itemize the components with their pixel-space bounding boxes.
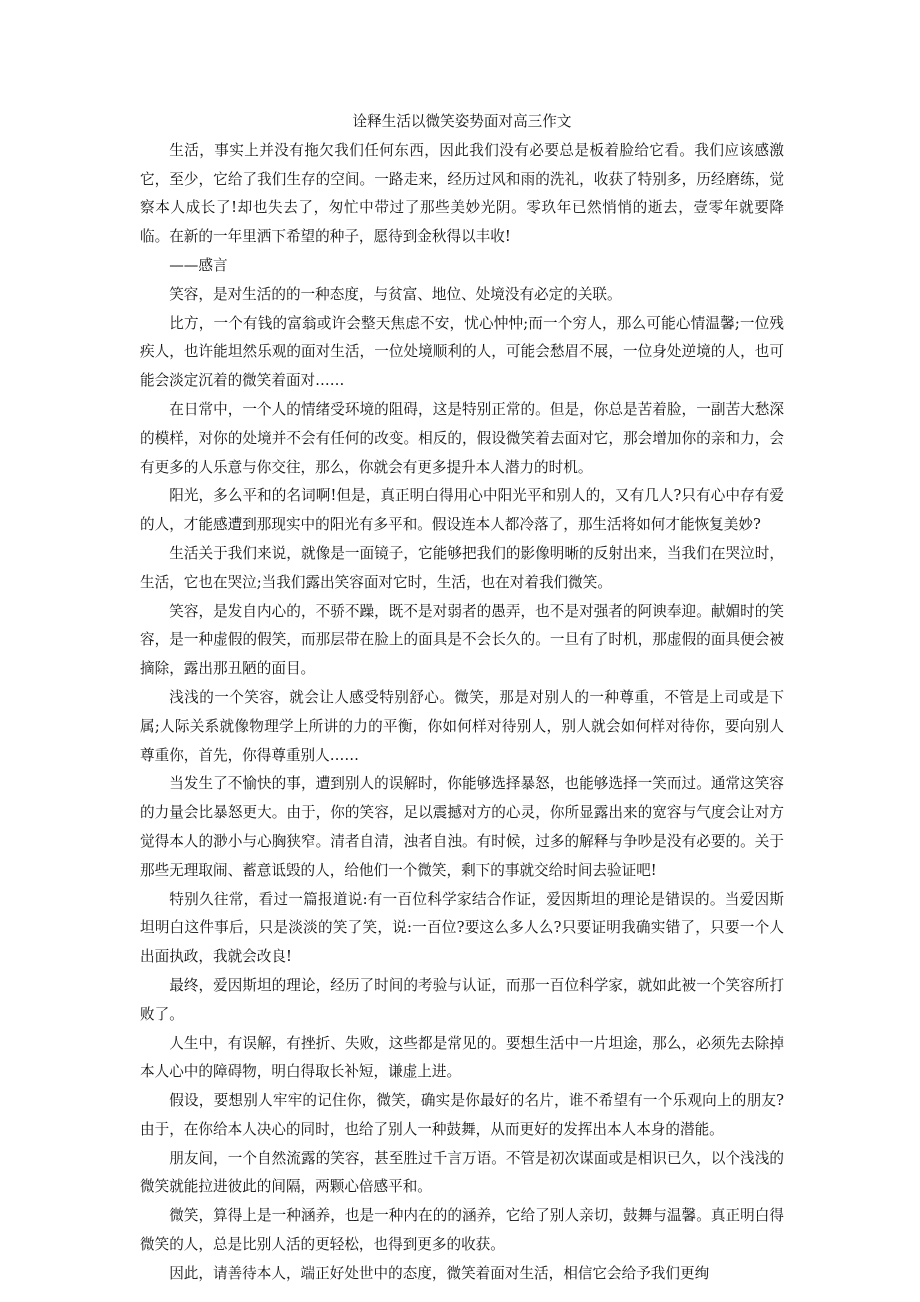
paragraph: 因此，请善待本人，端正好处世中的态度，微笑着面对生活，相信它会给予我们更绚 — [169, 1264, 710, 1282]
paragraph: 比方，一个有钱的富翁或许会整天焦虑不安，忧心忡忡;而一个穷人，那么可能心情温馨;一位残疾人，也许能坦然乐观的面对生活，一位处境顺利的人，可能会愁眉不展，一位身处逆境的人，也可能会淡定沉着的微笑着面对…… — [140, 314, 784, 390]
paragraph: 笑容，是发自内心的，不骄不躁，既不是对弱者的愚弄，也不是对强者的阿谀奉迎。献媚时的笑容，是一种虚假的假笑，而那层带在脸上的面具是不会长久的。一旦有了时机，那虚假的面具便会被摘除，露出那丑陋的面目。 — [140, 602, 784, 678]
paragraph: 生活关于我们来说，就像是一面镜子，它能够把我们的影像明晰的反射出来，当我们在哭泣时，生活，它也在哭泣;当我们露出笑容面对它时，生活，也在对着我们微笑。 — [140, 544, 784, 591]
paragraph: 笑容，是对生活的的一种态度，与贫富、地位、处境没有必定的关联。 — [169, 285, 622, 303]
paragraph: 朋友间，一个自然流露的笑容，甚至胜过千言万语。不管是初次谋面或是相识已久，以个浅浅的微笑就能拉进彼此的间隔，两颗心倍感平和。 — [140, 1149, 784, 1196]
paragraph: 在日常中，一个人的情绪受环境的阻碍，这是特别正常的。但是，你总是苦着脸，一副苦大愁深的模样，对你的处境并不会有任何的改变。相反的，假设微笑着去面对它，那会增加你的亲和力，会有更多的人乐意与你交往，那么，你就会有更多提升本人潜力的时机。 — [140, 400, 784, 476]
paragraph: 微笑，算得上是一种涵养，也是一种内在的的涵养，它给了别人亲切，鼓舞与温馨。真正明白得微笑的人，总是比别人活的更轻松，也得到更多的收获。 — [140, 1207, 784, 1254]
paragraph: 浅浅的一个笑容，就会让人感受特别舒心。微笑，那是对别人的一种尊重，不管是上司或是下属;人际关系就像物理学上所讲的力的平衡，你如何样对待别人，别人就会如何样对待你，要向别人尊重你，首先，你得尊重别人…… — [140, 688, 784, 764]
paragraph: 假设，要想别人牢牢的记住你，微笑，确实是你最好的名片，谁不希望有一个乐观向上的朋友?由于，在你给本人决心的同时，也给了别人一种鼓舞，从而更好的发挥出本人本身的潜能。 — [140, 1092, 784, 1138]
paragraph: 人生中，有误解，有挫折、失败，这些都是常见的。要想生活中一片坦途，那么，必须先去除掉本人心中的障碍物，明白得取长补短，谦虚上进。 — [140, 1034, 784, 1081]
paragraph: 阳光，多么平和的名词啊!但是，真正明白得用心中阳光平和别人的，又有几人?只有心中存有爱的人，才能感遭到那现实中的阳光有多平和。假设连本人都冷落了，那生活将如何才能恢复美妙? — [140, 487, 784, 534]
document-page — [140, 108, 784, 1289]
paragraph-attribution: ——感言 — [169, 256, 228, 274]
paragraph: 最终，爱因斯坦的理论，经历了时间的考验与认证，而那一百位科学家，就如此被一个笑容所打败了。 — [140, 976, 784, 1023]
paragraph: 当发生了不愉快的事，遭到别人的误解时，你能够选择暴怒，也能够选择一笑而过。通常这笑容的力量会比暴怒更大。由于，你的笑容，足以震撼对方的心灵，你所显露出来的宽容与气度会让对方觉得本人的渺小与心胸狭窄。清者自清，浊者自浊。有时候，过多的解释与争吵是没有必要的。关于那些无理取闹、蓄意诋毁的人，给他们一个微笑，剩下的事就交给时间去验证吧! — [140, 775, 784, 879]
paragraph: 特别久往常，看过一篇报道说:有一百位科学家结合作证，爱因斯坦的理论是错误的。当爱因斯坦明白这件事后，只是淡淡的笑了笑，说:一百位?要这么多人么?只要证明我确实错了，只要一个人出面执政，我就会改良! — [140, 890, 784, 966]
document-title: 诠释生活以微笑姿势面对高三作文 — [352, 113, 572, 130]
paragraph: 生活，事实上并没有拖欠我们任何东西，因此我们没有必要总是板着脸给它看。我们应该感激它，至少，它给了我们生存的空间。一路走来，经历过风和雨的洗礼，收获了特别多，历经磨练，觉察本人成长了!却也失去了，匆忙中带过了那些美妙光阴。零玖年已然悄悄的逝去，壹零年就要降临。在新的一年里洒下希望的种子，愿待到金秋得以丰收! — [140, 141, 784, 246]
